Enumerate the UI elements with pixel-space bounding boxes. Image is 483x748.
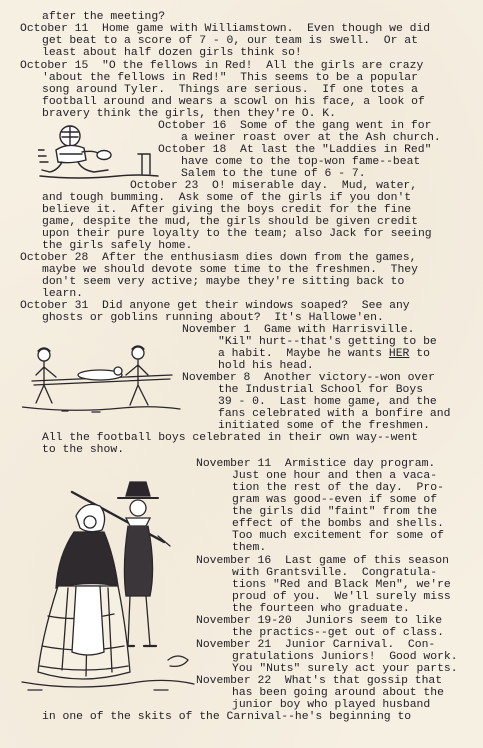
text-line: and tough bumming. Ask some of the girls if you don't: [42, 192, 412, 204]
text-line: hold his head.: [218, 360, 314, 372]
text-line: October 16 Some of the gang went in for: [158, 120, 432, 132]
text-line: fans celebrated with a bonfire and: [218, 408, 451, 420]
text-line: to the show.: [42, 444, 125, 456]
text-line: the Industrial School for Boys: [218, 384, 424, 396]
text-line: You "Nuts" surely act your parts.: [232, 663, 458, 675]
text-line: the fourteen who graduate.: [232, 603, 410, 615]
text-line: October 15 "O the fellows in Red! All the girls are crazy: [20, 60, 424, 72]
text-line: October 11 Home game with Williamstown. Even though we did: [20, 23, 431, 35]
text-line: learn.: [42, 288, 84, 300]
pilgrim-couple-drawing: [18, 476, 198, 698]
text-line: ghosts or goblins running about? It's Hallowe'en.: [42, 312, 384, 324]
text-line: football around and wears a scowl on his face, a look of: [42, 96, 425, 108]
text-line: the practics--get out of class.: [232, 627, 444, 639]
text-line: 39 - 0. Last home game, and the: [218, 396, 437, 408]
text-line: a habit. Maybe he wants HER to: [218, 348, 430, 360]
text-line: get beat to a score of 7 - 0, our team is swell. Or at: [42, 35, 418, 47]
text-line: in one of the skits of the Carnival--he's beginning to: [42, 711, 412, 723]
text-line: believe it. After giving the boys credit for the fine: [42, 204, 412, 216]
text-line: game, despite the mud, the girls should be given credit: [42, 216, 418, 228]
text-line: least about half dozen girls think so!: [42, 47, 302, 59]
stretcher-bearers-drawing: [22, 345, 182, 417]
text-line: October 31 Did anyone get their windows soaped? See any: [20, 300, 410, 312]
text-line: November 21 Junior Carnival. Con-: [196, 639, 436, 651]
text-line: initiated some of the freshmen.: [218, 420, 430, 432]
football-player-drawing: [38, 124, 160, 182]
text-line: November 1 Game with Harrisville.: [182, 324, 415, 336]
text-line: Just one hour and then a vaca-: [232, 470, 438, 482]
text-line: October 28 After the enthusiasm dies down from the games,: [20, 252, 417, 264]
text-line: the girls safely home.: [42, 240, 193, 252]
text-line: Salem to the tune of 6 - 7.: [181, 168, 366, 180]
text-line: All the football boys celebrated in their own way--went: [42, 432, 418, 444]
text-line: November 11 Armistice day program.: [196, 458, 436, 470]
text-line: bravery think the girls, then they're O. K.: [42, 108, 336, 120]
text-line: gratulations Juniors! Good work.: [232, 651, 458, 663]
text-line: Too much excitement for some of: [232, 530, 444, 542]
text-line: 'about the fellows in Red!" This seems to be a popular: [42, 72, 418, 84]
text-line: November 22 What's that gossip that: [196, 675, 443, 687]
text-line: don't seem very active; maybe they're sitting back to: [42, 276, 405, 288]
text-line: with Grantsville. Congratula-: [232, 567, 438, 579]
text-line: proud of you. We'll surely miss: [232, 591, 451, 603]
text-line: November 16 Last game of this season: [196, 555, 449, 567]
text-line: November 19-20 Juniors seem to like: [196, 615, 443, 627]
text-line: "Kil" hurt--that's getting to be: [218, 336, 437, 348]
text-line: a weiner roast over at the Ash church.: [181, 132, 441, 144]
text-line: upon their pure loyalty to the team; also Jack for seeing: [42, 228, 432, 240]
text-line: the girls did "faint" from the: [232, 506, 438, 518]
text-line: after the meeting?: [42, 11, 166, 23]
text-line: gram was good--even if some of: [232, 494, 438, 506]
text-line: have come to the top-won fame--beat: [181, 156, 421, 168]
text-line: song around Tyler. Things are serious. If one totes a: [42, 84, 418, 96]
text-line: maybe we should devote some time to the freshmen. They: [42, 264, 418, 276]
text-line: effect of the bombs and shells.: [232, 518, 444, 530]
text-line: has been going around about the: [232, 687, 444, 699]
text-line: them.: [232, 542, 267, 554]
text-line: October 23 O! miserable day. Mud, water,: [130, 180, 418, 192]
text-line: tions "Red and Black Men", we're: [232, 579, 451, 591]
text-line: October 18 At last the "Laddies in Red": [158, 144, 432, 156]
text-line: junior boy who played husband: [232, 699, 431, 711]
text-line: November 8 Another victory--won over: [182, 372, 435, 384]
text-line: tion the rest of the day. Pro-: [232, 482, 444, 494]
